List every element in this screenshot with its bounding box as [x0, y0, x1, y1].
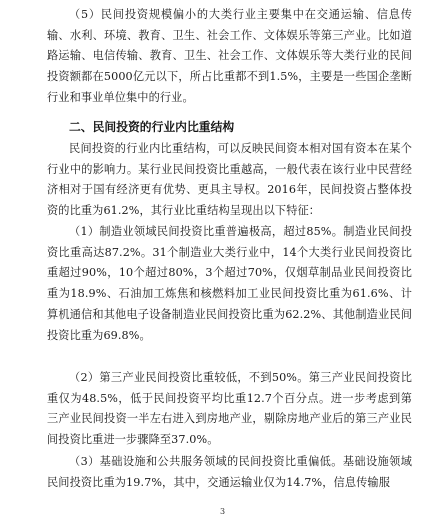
page-number: 3	[219, 507, 226, 516]
paragraph-intro-structure: 民间投资的行业内比重结构，可以反映民间资本相对国有资本在某个行业中的影响力。某行业民间投资比重越高，一般代表在该行业中民营经济相对于国有经济更有优势、更具主导权。2016年，民间投资占整体投资的比重为61.2%，其行业比重结构呈现出以下特征：	[47, 142, 412, 218]
paragraph-scale-small-industries: （5）民间投资规模偏小的大类行业主要集中在交通运输、信息传输、水利、环境、教育、卫生、社会工作、文体娱乐等第三产业。比如道路运输、电信传输、教育、卫生、社会工作、文体娱乐等大类行业的民间投资额都在5000亿元以下，所占比重都不到1.5%，主要是一些国企垄断行业和事业单位集中的行业。	[47, 8, 412, 104]
paragraph-tertiary-industry: （2）第三产业民间投资比重较低，不到50%。第三产业民间投资比重仅为48.5%，低于民间投资平均比重12.7个百分点。进一步考虑到第三产业民间投资一半左右进入到房地产业，剔除房地产业后的第三产业民间投资比重进一步骤降至37.0%。	[47, 371, 412, 447]
section-heading: 二、民间投资的行业内比重结构	[69, 120, 235, 134]
paragraph-infrastructure: （3）基础设施和公共服务领域的民间投资比重偏低。基础设施领域民间投资比重为19.7%，其中，交通运输业仅为14.7%，信息传输服	[47, 455, 412, 489]
paragraph-manufacturing: （1）制造业领域民间投资比重普遍极高，超过85%。制造业民间投资比重高达87.2%。31个制造业大类行业中，14个大类行业民间投资比重超过90%，10个超过80%，3个超过70%，仅烟草制品业民间投资比重为18.9%、石油加工炼焦和核燃料加工业民间投资比重为61.6%、计算机通信和其他电子设备制造业民间投资比重为62.2%、其他制造业民间投资比重为69.8%。	[47, 225, 412, 342]
